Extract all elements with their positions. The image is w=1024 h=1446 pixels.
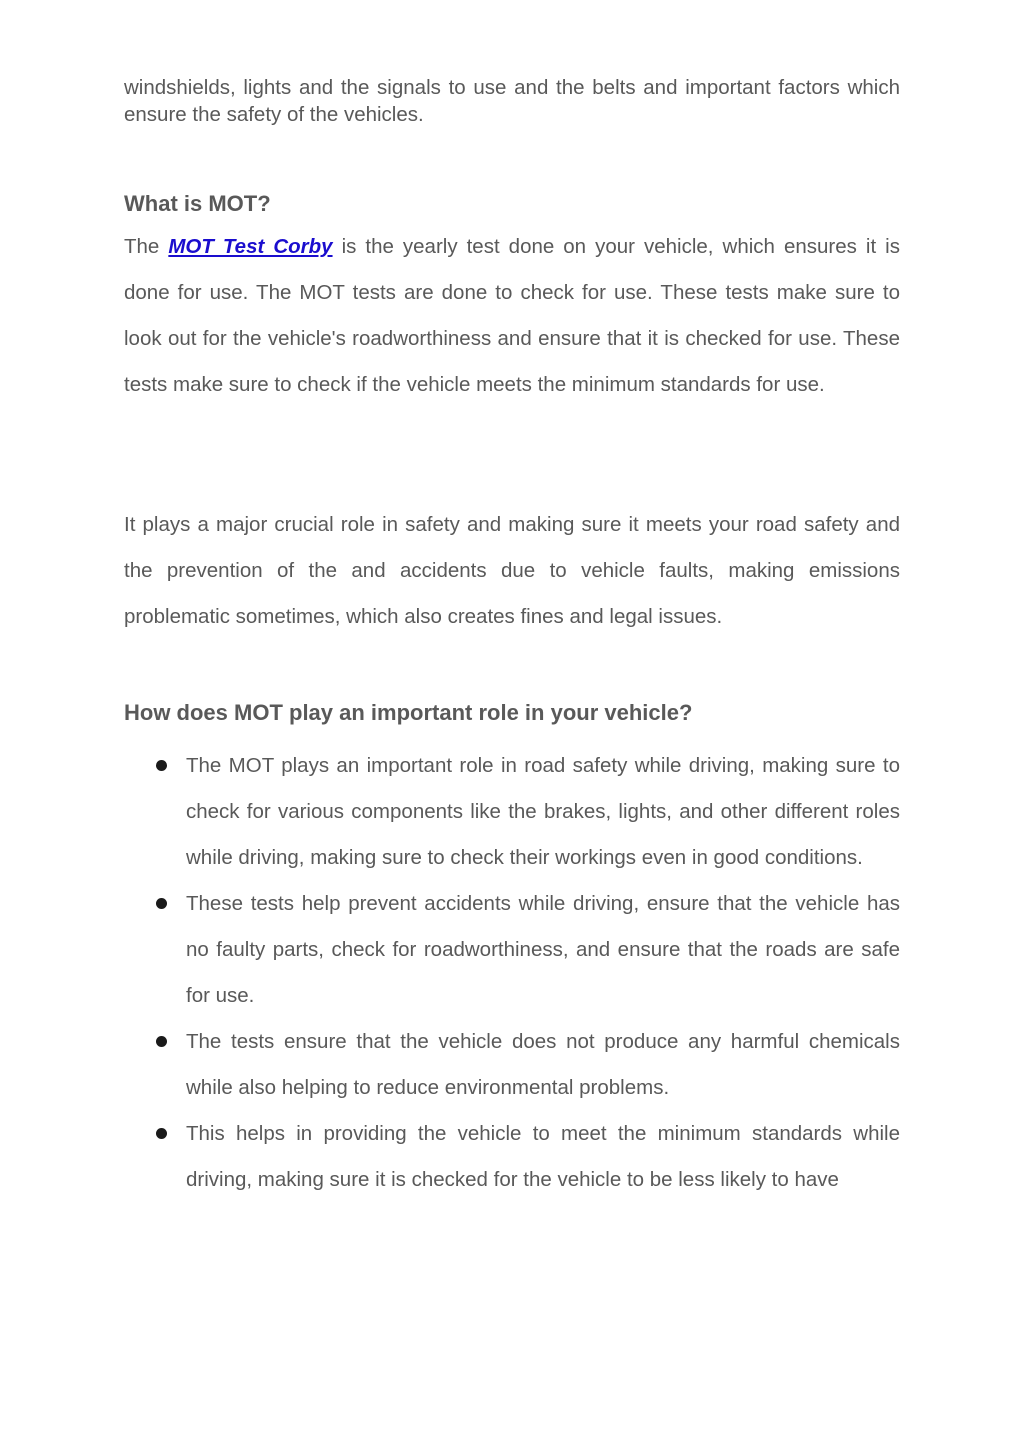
bullet-icon <box>156 1036 167 1047</box>
list-item-text: The MOT plays an important role in road safety while driving, making sure to check for various components like the brakes, lights, and other different roles while driving, making sure to check their workings even in good conditions. <box>186 754 900 869</box>
intro-paragraph: windshields, lights and the signals to use and the belts and important factors which ensure the safety of the vehicles. <box>124 76 900 126</box>
what-prefix-text: The <box>124 235 169 258</box>
list-item <box>124 1019 900 1111</box>
bullet-icon <box>156 1128 167 1139</box>
list-item-text: The tests ensure that the vehicle does not produce any harmful chemicals while also helping to reduce environmental problems. <box>186 1030 900 1099</box>
list-item <box>124 743 900 881</box>
benefits-list <box>124 743 900 1203</box>
list-item-text: This helps in providing the vehicle to meet the minimum standards while driving, making sure it is checked for the vehicle to be less likely to have <box>186 1122 900 1191</box>
list-item <box>124 1111 900 1203</box>
bullet-icon <box>156 898 167 909</box>
list-item-text: These tests help prevent accidents while driving, ensure that the vehicle has no faulty parts, check for roadworthiness, and ensure that the roads are safe for use. <box>186 892 900 1007</box>
heading-how-does-mot: How does MOT play an important role in your vehicle? <box>124 700 693 725</box>
bullet-icon <box>156 760 167 771</box>
role-paragraph: It plays a major crucial role in safety and making sure it meets your road safety and the prevention of the and accidents due to vehicle faults, making emissions problematic sometimes, which also creates fines and legal issues. <box>124 513 900 628</box>
mot-test-corby-link[interactable]: MOT Test Corby <box>168 235 333 258</box>
what-is-mot-paragraph <box>124 224 900 408</box>
what-suffix-text: is the yearly test done on your vehicle, which ensures it is done for use. The MOT tests are done to check for use. These tests make sure to look out for the vehicle's roadworthiness and ensure that it is checked for use. These tests make sure to check if the vehicle meets the minimum standards for use. <box>124 235 900 396</box>
list-item <box>124 881 900 1019</box>
heading-what-is-mot: What is MOT? <box>124 191 271 216</box>
